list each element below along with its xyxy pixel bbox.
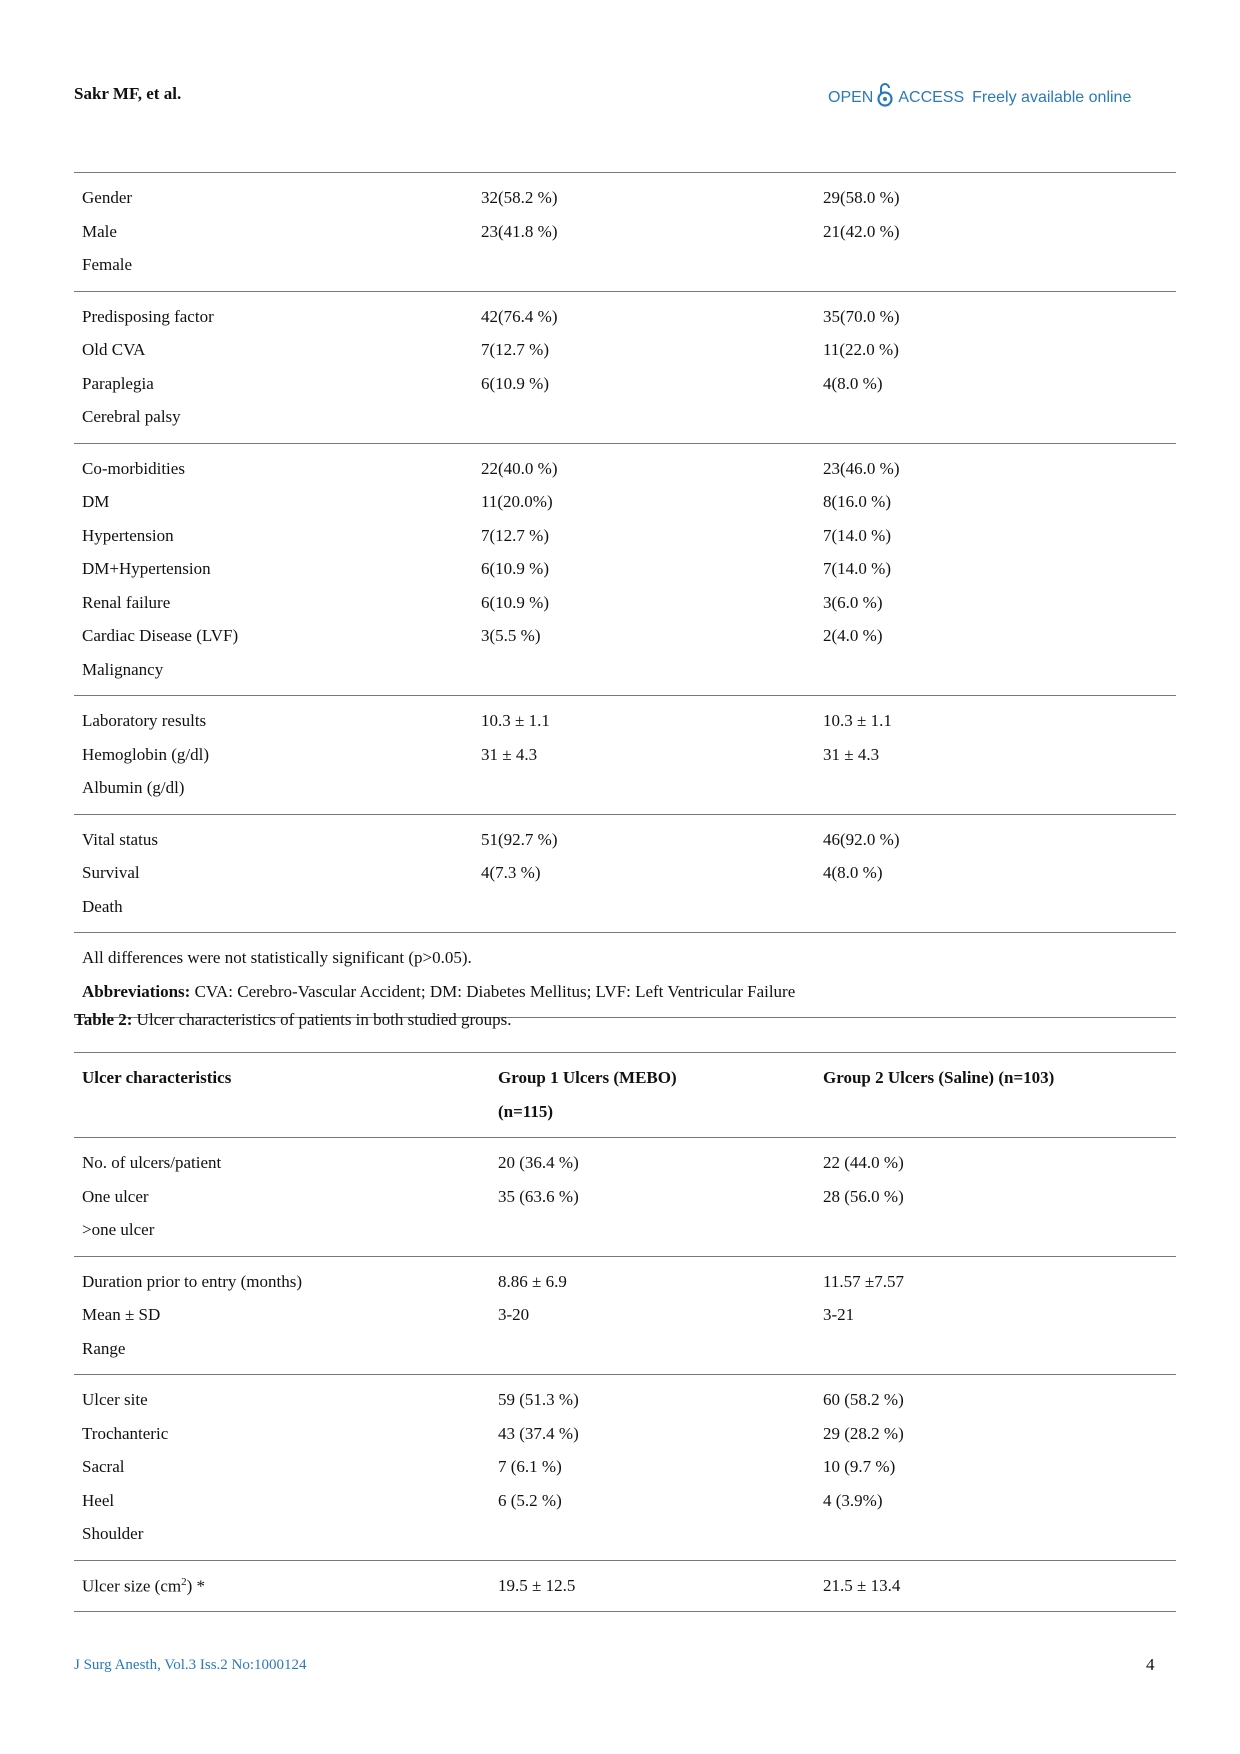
table-2-caption-label: Table 2:: [74, 1010, 133, 1029]
table-cell: 11(20.0%): [481, 492, 553, 511]
table-cell: Vital status: [82, 829, 158, 849]
table-cell: Paraplegia: [82, 373, 154, 393]
table-cell: One ulcer: [82, 1186, 149, 1206]
table-row: [74, 1485, 1176, 1519]
table-1-notes: [74, 933, 1176, 1018]
table-2: [74, 1052, 1176, 1612]
table-cell: 35(70.0 %): [823, 306, 900, 326]
table-row: [74, 705, 1176, 739]
table-cell: 6 (5.2 %): [498, 1490, 562, 1510]
table-row: [74, 1518, 1176, 1552]
open-access-badge: [828, 82, 1131, 113]
table-2-caption: [74, 1010, 512, 1030]
table-2-caption-text: Ulcer characteristics of patients in both studied groups.: [132, 1010, 512, 1029]
table-cell: Female: [82, 255, 133, 274]
table-cell: 20 (36.4 %): [498, 1153, 579, 1172]
table-row: [74, 368, 1176, 402]
table-row: [74, 249, 1176, 283]
table-row: [74, 216, 1176, 250]
table-cell: 3-20: [498, 1305, 530, 1324]
table-cell: Mean ± SD: [82, 1305, 161, 1324]
table-cell: Hypertension: [82, 525, 174, 545]
table-cell: 4 (3.9%): [823, 1490, 883, 1510]
table-row: [74, 620, 1176, 654]
table-row: [74, 654, 1176, 688]
table-cell: 46(92.0 %): [823, 829, 900, 849]
table-cell: Predisposing factor: [82, 306, 214, 326]
table-cell: Cerebral palsy: [82, 407, 181, 426]
table-row: [74, 334, 1176, 368]
table-cell: 32(58.2 %): [481, 188, 558, 207]
table-cell: 7(12.7 %): [481, 340, 549, 359]
table-cell: 8.86 ± 6.9: [498, 1271, 567, 1291]
table-cell: 6(10.9 %): [481, 373, 549, 393]
table-cell: 35 (63.6 %): [498, 1186, 579, 1206]
table-cell: 6(10.9 %): [481, 559, 549, 578]
table-row: [74, 520, 1176, 554]
table-cell: 23(41.8 %): [481, 221, 558, 241]
table-cell: Co-morbidities: [82, 458, 185, 478]
table-row: [74, 182, 1176, 216]
table-cell: 29 (28.2 %): [823, 1423, 904, 1443]
table-header-row: [74, 1096, 1176, 1130]
table-row-group: [74, 172, 1176, 292]
table-cell: 7(14.0 %): [823, 525, 891, 545]
table-note: [74, 942, 1176, 976]
table-row: [74, 739, 1176, 773]
table-row: [74, 453, 1176, 487]
table-cell: 10 (9.7 %): [823, 1457, 896, 1476]
table-cell: 3-21: [823, 1305, 855, 1324]
table-row-group: [74, 696, 1176, 815]
table-cell: 31 ± 4.3: [823, 744, 880, 764]
table-cell: 10.3 ± 1.1: [823, 711, 892, 730]
table-cell: Cardiac Disease (LVF): [82, 626, 239, 645]
table-cell: 59 (51.3 %): [498, 1390, 579, 1409]
table-row: [74, 772, 1176, 806]
table-cell: DM: [82, 492, 110, 511]
table-cell: 22 (44.0 %): [823, 1153, 904, 1172]
table-cell: 31 ± 4.3: [481, 744, 538, 764]
table-cell: 21(42.0 %): [823, 221, 900, 241]
oa-open-label: OPEN: [828, 88, 874, 106]
table-cell: 51(92.7 %): [481, 829, 558, 849]
table-row-group: [74, 292, 1176, 444]
table-cell: Laboratory results: [82, 711, 207, 730]
table-cell: Renal failure: [82, 592, 171, 612]
table-cell: Survival: [82, 863, 140, 882]
table-row-group: [74, 1257, 1176, 1376]
table-abbreviations: [74, 976, 1176, 1010]
table-cell: (n=115): [498, 1101, 554, 1121]
table-row: [74, 553, 1176, 587]
table-cell: Male: [82, 221, 117, 241]
table-cell: Ulcer size $(cm^2)$ *: [82, 1575, 206, 1596]
table-cell: 19.5 ± 12.5: [498, 1575, 576, 1595]
table-cell: Group 2 Ulcers (Saline) (n=103): [823, 1068, 1055, 1087]
table-row: [74, 1570, 1176, 1604]
table-cell: 6(10.9 %): [481, 592, 549, 612]
table-row: [74, 824, 1176, 858]
table-cell: Albumin (g/dl): [82, 778, 185, 797]
table-cell: Trochanteric: [82, 1423, 169, 1443]
table-1-continued: [74, 172, 1176, 1018]
table-row: [74, 1451, 1176, 1485]
table-row: [74, 301, 1176, 335]
open-lock-icon: [877, 82, 893, 113]
table-cell: 29(58.0 %): [823, 188, 900, 207]
table-row: [74, 1147, 1176, 1181]
table-cell: Ulcer characteristics: [82, 1068, 232, 1087]
table-row-group: [74, 1375, 1176, 1561]
table-cell: 4(7.3 %): [481, 863, 541, 882]
table-row-group: [74, 815, 1176, 934]
table-cell: Duration prior to entry (months): [82, 1271, 303, 1291]
table-cell: No. of ulcers/patient: [82, 1153, 222, 1172]
table-cell: 11(22.0 %): [823, 340, 899, 359]
table-row: [74, 1266, 1176, 1300]
table-cell: 11.57 ±7.57: [823, 1271, 904, 1291]
table-cell: 3(5.5 %): [481, 626, 541, 645]
table-cell: 43 (37.4 %): [498, 1423, 579, 1443]
oa-access-label: ACCESS: [898, 88, 965, 106]
table-cell: >one ulcer: [82, 1220, 155, 1239]
table-row: [74, 587, 1176, 621]
superscript: 2: [181, 1575, 187, 1588]
table-cell: Malignancy: [82, 659, 164, 679]
table-row: [74, 857, 1176, 891]
table-cell: DM+Hypertension: [82, 559, 211, 578]
table-cell: 60 (58.2 %): [823, 1390, 904, 1409]
table-cell: 21.5 ± 13.4: [823, 1575, 901, 1595]
table-cell: Sacral: [82, 1457, 125, 1476]
table-row: [74, 1214, 1176, 1248]
table-row: [74, 401, 1176, 435]
running-author: Sakr MF, et al.: [74, 84, 182, 103]
table-row-group: [74, 1561, 1176, 1613]
table-cell: 42(76.4 %): [481, 306, 558, 326]
table-row: [74, 1333, 1176, 1367]
oa-free-label: Freely available online: [972, 88, 1132, 106]
table-row: [74, 891, 1176, 925]
table-cell: 22(40.0 %): [481, 458, 558, 478]
page-number: 4: [1146, 1655, 1155, 1674]
table-cell: Ulcer site: [82, 1390, 148, 1409]
journal-citation: J Surg Anesth, Vol.3 Iss.2 No:1000124: [74, 1657, 307, 1673]
table-cell: Hemoglobin (g/dl): [82, 744, 210, 764]
abbreviations-text: Abbreviations: CVA: Cerebro-Vascular Accident; DM: Diabetes Mellitus; LVF: Left Ventricular Failure: [82, 981, 796, 1001]
table-cell: Range: [82, 1338, 126, 1358]
table-cell: Death: [82, 896, 123, 916]
table-cell: Gender: [82, 188, 133, 207]
table-cell: Heel: [82, 1490, 115, 1510]
table-cell: Shoulder: [82, 1524, 144, 1543]
table-cell: 2(4.0 %): [823, 626, 883, 645]
table-row: [74, 1418, 1176, 1452]
table-cell: 23(46.0 %): [823, 458, 900, 478]
table-cell: Old CVA: [82, 340, 146, 359]
table-cell: 7(12.7 %): [481, 525, 549, 545]
abbreviations-label: Abbreviations:: [82, 981, 191, 1001]
table-row: [74, 1181, 1176, 1215]
table-cell: 10.3 ± 1.1: [481, 711, 550, 730]
table-cell: 3(6.0 %): [823, 592, 883, 612]
table-cell: 28 (56.0 %): [823, 1186, 904, 1206]
table-cell: Group 1 Ulcers (MEBO): [498, 1068, 677, 1087]
table-note-text: All differences were not statistically significant (p>0.05).: [82, 948, 472, 967]
table-cell: 4(8.0 %): [823, 373, 883, 393]
table-row-group: [74, 1138, 1176, 1257]
table-row: [74, 486, 1176, 520]
table-row-group: [74, 444, 1176, 697]
table-header: [74, 1052, 1176, 1138]
table-cell: 7 (6.1 %): [498, 1457, 562, 1476]
table-header-row: [74, 1062, 1176, 1096]
table-cell: 4(8.0 %): [823, 863, 883, 882]
table-cell: 7(14.0 %): [823, 559, 891, 578]
table-row: [74, 1299, 1176, 1333]
table-row: [74, 1384, 1176, 1418]
table-cell: 8(16.0 %): [823, 492, 891, 511]
